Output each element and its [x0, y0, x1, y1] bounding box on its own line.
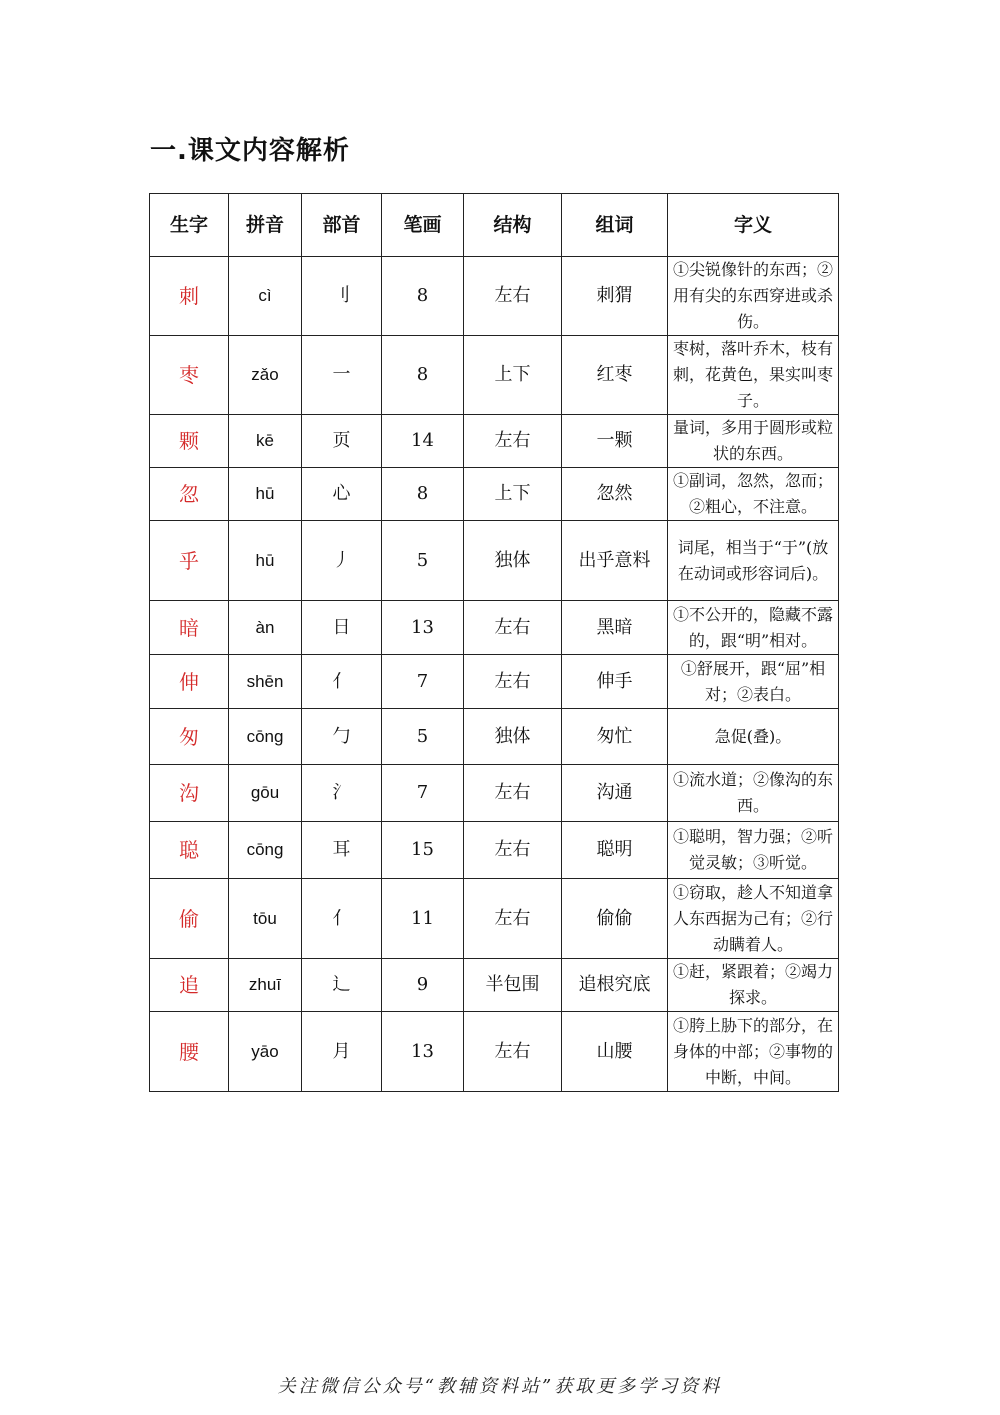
cell-structure: 上下	[464, 336, 562, 415]
cell-pinyin: hū	[229, 521, 302, 601]
table-row	[150, 601, 839, 655]
cell-radical: 丿	[302, 521, 382, 601]
cell-meaning: ①窃取，趁人不知道拿人东西据为己有；②行动瞒着人。	[668, 879, 839, 959]
cell-meaning: ①尖锐像针的东西；②用有尖的东西穿进或杀伤。	[668, 257, 839, 336]
table-row	[150, 468, 839, 521]
cell-meaning: 词尾，相当于“于”(放在动词或形容词后)。	[668, 521, 839, 601]
cell-structure: 左右	[464, 415, 562, 468]
cell-pinyin: gōu	[229, 765, 302, 822]
cell-structure: 独体	[464, 709, 562, 765]
cell-strokes: 8	[382, 336, 464, 415]
header-word: 组词	[562, 194, 668, 257]
cell-char: 暗	[150, 601, 229, 655]
table-header-row	[150, 194, 839, 257]
table-row	[150, 1012, 839, 1092]
cell-pinyin: cì	[229, 257, 302, 336]
cell-strokes: 14	[382, 415, 464, 468]
cell-meaning: 量词，多用于圆形或粒状的东西。	[668, 415, 839, 468]
cell-word: 伸手	[562, 655, 668, 709]
cell-char: 偷	[150, 879, 229, 959]
cell-char: 颗	[150, 415, 229, 468]
cell-word: 偷偷	[562, 879, 668, 959]
cell-radical: 氵	[302, 765, 382, 822]
cell-pinyin: àn	[229, 601, 302, 655]
cell-radical: 月	[302, 1012, 382, 1092]
cell-radical: 日	[302, 601, 382, 655]
cell-word: 忽然	[562, 468, 668, 521]
cell-strokes: 13	[382, 1012, 464, 1092]
header-structure: 结构	[464, 194, 562, 257]
cell-meaning: ①舒展开，跟“屈”相对；②表白。	[668, 655, 839, 709]
cell-word: 聪明	[562, 822, 668, 879]
cell-meaning: ①聪明，智力强；②听觉灵敏；③听觉。	[668, 822, 839, 879]
table-row	[150, 822, 839, 879]
cell-word: 山腰	[562, 1012, 668, 1092]
cell-meaning: ①胯上胁下的部分，在身体的中部；②事物的中断，中间。	[668, 1012, 839, 1092]
cell-meaning: ①流水道；②像沟的东西。	[668, 765, 839, 822]
cell-structure: 左右	[464, 765, 562, 822]
cell-pinyin: zǎo	[229, 336, 302, 415]
header-radical: 部首	[302, 194, 382, 257]
table-row	[150, 415, 839, 468]
table-row	[150, 709, 839, 765]
cell-word: 红枣	[562, 336, 668, 415]
cell-meaning: 急促(叠)。	[668, 709, 839, 765]
header-pinyin: 拼音	[229, 194, 302, 257]
cell-word: 追根究底	[562, 959, 668, 1012]
cell-pinyin: cōng	[229, 709, 302, 765]
cell-structure: 左右	[464, 1012, 562, 1092]
table-row	[150, 765, 839, 822]
cell-pinyin: yāo	[229, 1012, 302, 1092]
cell-strokes: 7	[382, 765, 464, 822]
cell-char: 枣	[150, 336, 229, 415]
cell-radical: 勹	[302, 709, 382, 765]
cell-structure: 左右	[464, 822, 562, 879]
cell-strokes: 9	[382, 959, 464, 1012]
cell-char: 沟	[150, 765, 229, 822]
cell-strokes: 8	[382, 257, 464, 336]
table-row	[150, 336, 839, 415]
table-row	[150, 521, 839, 601]
table-row	[150, 879, 839, 959]
cell-strokes: 7	[382, 655, 464, 709]
character-table	[149, 193, 839, 1092]
cell-char: 伸	[150, 655, 229, 709]
table-row	[150, 655, 839, 709]
cell-strokes: 11	[382, 879, 464, 959]
cell-strokes: 15	[382, 822, 464, 879]
cell-word: 沟通	[562, 765, 668, 822]
cell-radical: 一	[302, 336, 382, 415]
cell-pinyin: zhuī	[229, 959, 302, 1012]
cell-meaning: ①副词，忽然，忽而；②粗心，不注意。	[668, 468, 839, 521]
cell-char: 追	[150, 959, 229, 1012]
cell-word: 刺猬	[562, 257, 668, 336]
cell-strokes: 13	[382, 601, 464, 655]
table-row	[150, 959, 839, 1012]
cell-structure: 独体	[464, 521, 562, 601]
cell-word: 黑暗	[562, 601, 668, 655]
cell-structure: 上下	[464, 468, 562, 521]
cell-strokes: 5	[382, 709, 464, 765]
cell-meaning: 枣树，落叶乔木，枝有刺，花黄色，果实叫枣子。	[668, 336, 839, 415]
cell-radical: 刂	[302, 257, 382, 336]
cell-structure: 半包围	[464, 959, 562, 1012]
cell-structure: 左右	[464, 879, 562, 959]
cell-meaning: ①不公开的，隐藏不露的，跟“明”相对。	[668, 601, 839, 655]
cell-radical: 亻	[302, 655, 382, 709]
cell-char: 乎	[150, 521, 229, 601]
table-row	[150, 257, 839, 336]
cell-meaning: ①赶，紧跟着；②竭力探求。	[668, 959, 839, 1012]
cell-pinyin: tōu	[229, 879, 302, 959]
cell-radical: 辶	[302, 959, 382, 1012]
cell-pinyin: cōng	[229, 822, 302, 879]
cell-radical: 页	[302, 415, 382, 468]
cell-structure: 左右	[464, 257, 562, 336]
cell-radical: 耳	[302, 822, 382, 879]
cell-pinyin: kē	[229, 415, 302, 468]
cell-word: 出乎意料	[562, 521, 668, 601]
cell-word: 一颗	[562, 415, 668, 468]
cell-structure: 左右	[464, 655, 562, 709]
cell-pinyin: hū	[229, 468, 302, 521]
cell-char: 忽	[150, 468, 229, 521]
section-heading: 一.课文内容解析	[150, 136, 350, 166]
cell-pinyin: shēn	[229, 655, 302, 709]
header-char: 生字	[150, 194, 229, 257]
cell-strokes: 5	[382, 521, 464, 601]
cell-char: 匆	[150, 709, 229, 765]
cell-structure: 左右	[464, 601, 562, 655]
cell-char: 腰	[150, 1012, 229, 1092]
header-meaning: 字义	[668, 194, 839, 257]
header-strokes: 笔画	[382, 194, 464, 257]
cell-word: 匆忙	[562, 709, 668, 765]
cell-strokes: 8	[382, 468, 464, 521]
cell-radical: 心	[302, 468, 382, 521]
cell-char: 刺	[150, 257, 229, 336]
cell-radical: 亻	[302, 879, 382, 959]
cell-char: 聪	[150, 822, 229, 879]
footer-note: 关注微信公众号“教辅资料站”获取更多学习资料	[277, 1376, 723, 1397]
